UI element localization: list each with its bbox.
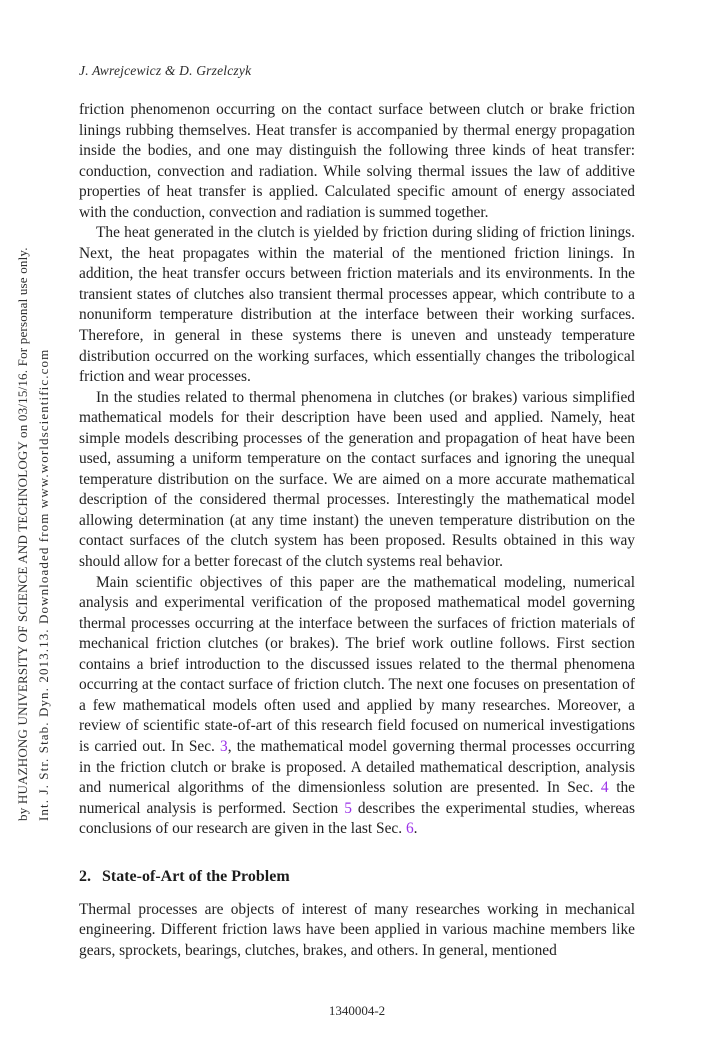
body-paragraph	[79, 100, 635, 223]
paragraph-text: Main scientific objectives of this paper are the mathematical modeling, numerical analysis and experimental verification of the proposed mathematical model governing thermal processes occurring at the interface between the surfaces of friction materials of mechanical friction clutches (or brakes). The brief work outline follows. First section contains a brief introduction to the discussed issues related to the thermal phenomena occurring at the contact surface of friction clutch. The next one focuses on presentation of a few mathematical models often used and applied by many researches. Moreover, a review of scientific state-of-art of this research field focused on numerical investigations is carried out. In Sec.	[79, 573, 635, 755]
section-number: 2.	[79, 867, 91, 885]
paragraph-text: .	[413, 820, 418, 838]
section-reference-link[interactable]: 5	[344, 799, 352, 817]
section-reference-link[interactable]: 6	[405, 820, 414, 838]
paragraph-text: , the mathematical model governing thermal processes occurring in the friction clutch or brake is proposed. A detailed mathematical description, analysis and numerical algorithms of the dimensionless solution are presented. In Sec.	[79, 737, 636, 797]
paragraph-text: In the studies related to thermal phenomena in clutches (or brakes) various simplified mathematical models for their description have been used and applied. Namely, heat simple models describing processes of the generation and propagation of heat have been used, assuming a uniform temperature on the contact surfaces and ignoring the unequal temperature distribution on the surface. We are aimed on a more accurate mathematical description of the considered thermal processes. Interestingly the mathematical model allowing determination (at any time instant) the uneven temperature distribution on the contact surfaces of the clutch system has been proposed. Results obtained in this way should allow for a better forecast of the clutch systems real behavior.	[79, 388, 635, 571]
body-paragraph	[79, 388, 635, 573]
section-heading	[79, 867, 635, 887]
paragraph-text: The heat generated in the clutch is yielded by friction during sliding of friction linings. Next, the heat propagates within the material of the mentioned friction linings. In addition, the heat transfer occurs between friction materials and its environments. In the transient states of clutches also transient thermal processes appear, which contribute to a nonuniform temperature distribution at the interface between their working surfaces. Therefore, in general in these systems there is uneven and unsteady temperature distribution occurred on the working surfaces, which essentially changes the tribological friction and wear processes.	[79, 224, 635, 386]
section-reference-link[interactable]: 3	[220, 737, 228, 755]
watermark-institution-line: by HUAZHONG UNIVERSITY OF SCIENCE AND TECHNOLOGY on 03/15/16. For personal use only.	[15, 247, 30, 821]
body-paragraph	[79, 900, 635, 962]
article-body	[79, 100, 635, 961]
section-title: State-of-Art of the Problem	[102, 867, 290, 885]
page-number: 1340004-2	[328, 1003, 386, 1018]
paragraph-text: the numerical analysis is performed. Section	[79, 779, 635, 817]
paragraph-text: friction phenomenon occurring on the contact surface between clutch or brake friction linings rubbing themselves. Heat transfer is accompanied by thermal energy propagation inside the bodies, and one may distinguish the following three kinds of heat transfer: conduction, convection and radiation. While solving thermal issues the law of additive properties of heat transfer is applied. Calculated specific amount of energy associated with the conduction, convection and radiation is summed together.	[79, 101, 635, 221]
body-paragraph	[79, 223, 635, 387]
running-header-authors: J. Awrejcewicz & D. Grzelczyk	[79, 63, 252, 78]
paragraph-text: describes the experimental studies, whereas conclusions of our research are given in the last Sec.	[79, 799, 635, 838]
paragraph-text: Thermal processes are objects of interest of many researches working in mechanical engineering. Different friction laws have been applied in various machine members like gears, sprockets, bearings, clutches, brakes, and others. In general, mentioned	[79, 900, 635, 959]
watermark-journal-line: Int. J. Str. Stab. Dyn. 2013.13. Downloaded from www.worldscientific.com	[36, 348, 51, 821]
section-reference-link[interactable]: 4	[600, 779, 609, 797]
body-paragraph	[79, 573, 635, 840]
